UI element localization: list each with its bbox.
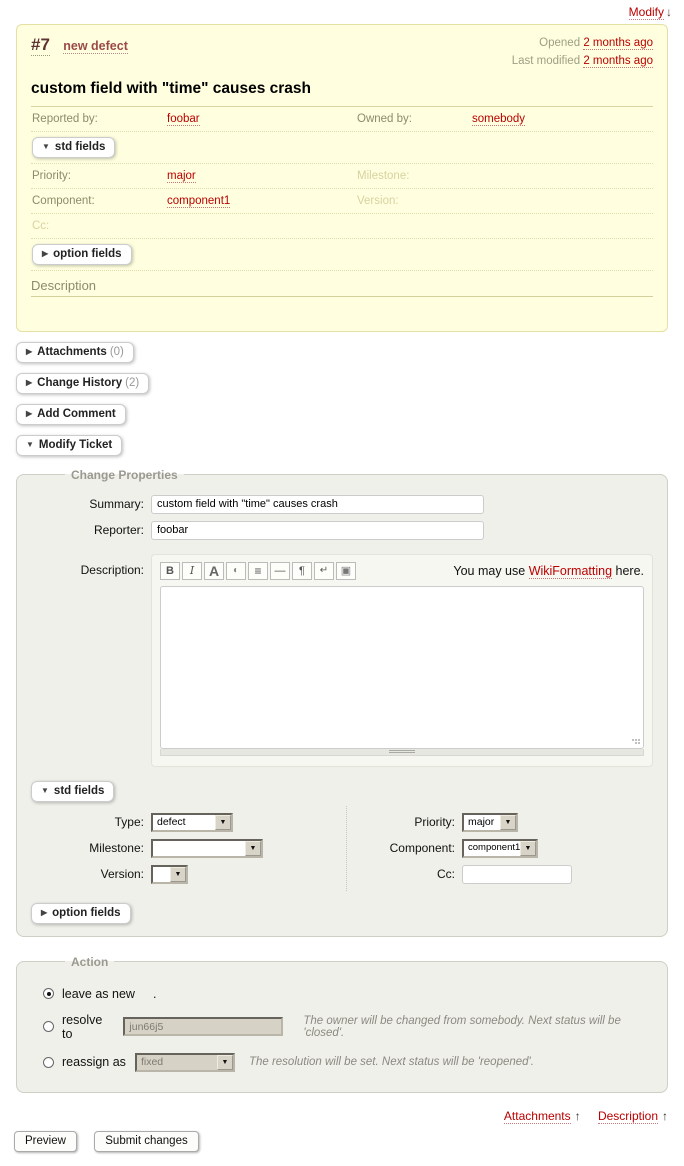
wiki-editor [151, 554, 653, 767]
change-history-count: (2) [125, 376, 140, 389]
description-body [31, 297, 653, 331]
blockquote-icon[interactable]: ≡ [248, 562, 268, 580]
change-properties-panel [16, 468, 668, 937]
description-textarea[interactable] [160, 586, 644, 749]
option-fields-toggle[interactable]: ▶ option fields [32, 244, 132, 265]
owned-by-label: Owned by: [357, 112, 412, 125]
preview-button[interactable]: Preview [14, 1131, 77, 1152]
link-globe-icon[interactable]: ◐ [226, 562, 246, 580]
chevron-right-icon: ▶ [42, 248, 49, 258]
top-nav [0, 0, 684, 21]
milestone-select[interactable] [151, 839, 263, 858]
leave-as-new-label[interactable]: leave as new [62, 986, 135, 1001]
last-modified-label: Last modified [511, 54, 581, 67]
down-arrow-icon: ↓ [666, 5, 672, 19]
version-label: Version: [100, 867, 144, 882]
select-arrow-icon: ▼ [520, 841, 536, 856]
table-row [31, 239, 653, 271]
bold-icon[interactable]: B [160, 562, 180, 580]
attachments-count: (0) [109, 345, 124, 358]
ticket-header [31, 35, 653, 71]
ticket-type-link[interactable]: new defect [63, 39, 128, 53]
table-row [31, 107, 653, 132]
cc-input[interactable] [462, 865, 572, 884]
description-label: Description: [80, 562, 144, 577]
leave-suffix: . [152, 986, 157, 1001]
resize-grip-icon[interactable] [631, 738, 640, 745]
chevron-right-icon: ▶ [41, 907, 48, 917]
section-row [16, 373, 684, 394]
action-leave-row [43, 987, 653, 1001]
reassign-label[interactable]: reassign as [62, 1055, 126, 1070]
change-history-toggle[interactable]: ▶ Change History (2) [16, 373, 149, 394]
section-row [16, 404, 684, 425]
reassign-hint: The resolution will be set. Next status will be 'reopened'. [248, 1056, 534, 1069]
reporter-input[interactable] [151, 521, 484, 540]
priority-label: Priority: [32, 169, 71, 182]
select-arrow-icon: ▼ [217, 1055, 233, 1070]
chevron-right-icon: ▶ [26, 408, 33, 418]
ticket-dates [512, 35, 653, 71]
italic-icon[interactable]: I [182, 562, 202, 580]
std-fields-toggle[interactable]: ▼ std fields [32, 137, 115, 158]
wiki-formatting-link[interactable]: WikiFormatting [528, 563, 613, 578]
footer-nav [16, 1109, 668, 1123]
section-row [16, 435, 684, 456]
select-arrow-icon: ▼ [215, 815, 231, 830]
modify-ticket-toggle[interactable]: ▼ Modify Ticket [16, 435, 122, 456]
heading-icon[interactable]: A [204, 562, 224, 580]
resolve-radio[interactable] [43, 1021, 54, 1032]
ticket-title: custom field with "time" causes crash [31, 79, 312, 97]
description-row [31, 547, 653, 767]
summary-label: Summary: [89, 497, 144, 512]
summary-row [31, 495, 653, 514]
priority-form-label: Priority: [414, 815, 455, 830]
horizontal-rule-icon[interactable]: — [270, 562, 290, 580]
editor-toolbar [160, 562, 358, 580]
component-link[interactable]: component1 [167, 194, 231, 207]
paragraph-icon[interactable]: ¶ [292, 562, 312, 580]
resolve-hint: The owner will be changed from somebody. Next status will be 'closed'. [303, 1014, 621, 1039]
table-row [31, 132, 653, 164]
priority-select[interactable]: major ▼ [462, 813, 518, 832]
textarea-resizer[interactable] [160, 749, 644, 756]
add-comment-toggle[interactable]: ▶ Add Comment [16, 404, 126, 425]
cc-form-label: Cc: [437, 867, 455, 882]
milestone-label: Milestone: [357, 169, 410, 182]
select-arrow-icon: ▼ [245, 841, 261, 856]
reporter-row [31, 521, 653, 540]
version-select[interactable] [151, 865, 188, 884]
std-fields-right-column [346, 806, 653, 891]
summary-input[interactable] [151, 495, 484, 514]
description-heading: Description [31, 278, 653, 297]
ticket-id-link[interactable]: #7 [31, 35, 50, 54]
description-anchor-link[interactable]: Description [597, 1108, 658, 1123]
resizer-handle-icon [389, 750, 415, 753]
change-properties-legend: Change Properties [71, 467, 178, 482]
leave-as-new-radio[interactable] [43, 988, 54, 999]
component-label: Component: [32, 194, 95, 207]
form-std-fields-row [31, 781, 653, 802]
action-reassign-row [43, 1053, 653, 1072]
reporter-label: Reporter: [93, 523, 144, 538]
section-row [16, 342, 684, 363]
line-break-icon[interactable]: ↵ [314, 562, 334, 580]
cc-label: Cc: [32, 219, 50, 232]
image-icon[interactable]: ▣ [336, 562, 356, 580]
ticket-id-group [31, 35, 128, 55]
milestone-label: Milestone: [89, 841, 144, 856]
opened-date-link[interactable]: 2 months ago [583, 37, 653, 49]
table-row [31, 164, 653, 189]
std-fields-grid [31, 806, 653, 891]
select-arrow-icon: ▼ [170, 867, 186, 882]
wiki-formatting-hint: You may use WikiFormatting here. [453, 563, 644, 578]
reporter-link[interactable]: foobar [167, 112, 200, 125]
attachments-anchor-link[interactable]: Attachments [503, 1108, 571, 1123]
ticket-box [16, 24, 668, 332]
type-label: Type: [114, 815, 144, 830]
submit-changes-button[interactable]: Submit changes [94, 1131, 198, 1152]
attachments-toggle[interactable]: ▶ Attachments (0) [16, 342, 134, 363]
resolve-owner-input[interactable] [123, 1017, 283, 1036]
reassign-resolution-select[interactable]: fixed ▼ [135, 1053, 235, 1072]
form-option-fields-row [31, 903, 653, 924]
last-modified-date-link[interactable]: 2 months ago [583, 54, 653, 67]
table-row [31, 189, 653, 214]
resolve-label[interactable]: resolve to [62, 1012, 103, 1041]
chevron-down-icon: ▼ [42, 141, 50, 151]
reported-by-label: Reported by: [32, 112, 98, 125]
chevron-down-icon: ▼ [41, 785, 49, 795]
type-select[interactable]: defect ▼ [151, 813, 233, 832]
chevron-right-icon: ▶ [26, 377, 33, 387]
owner-link[interactable]: somebody [472, 112, 526, 125]
select-arrow-icon: ▼ [500, 815, 516, 830]
chevron-down-icon: ▼ [26, 439, 34, 449]
std-fields-left-column [31, 806, 346, 891]
action-legend: Action [71, 954, 109, 969]
form-std-fields-toggle[interactable]: ▼ std fields [31, 781, 114, 802]
table-row [31, 214, 653, 239]
priority-link[interactable]: major [167, 169, 196, 182]
form-option-fields-toggle[interactable]: ▶ option fields [31, 903, 131, 924]
up-arrow-icon: ↑ [662, 1108, 668, 1123]
component-form-label: Component: [389, 841, 455, 856]
chevron-right-icon: ▶ [26, 346, 33, 356]
opened-label: Opened [539, 37, 581, 49]
modify-link[interactable]: Modify [628, 5, 664, 19]
up-arrow-icon: ↑ [574, 1108, 581, 1123]
footer-buttons [14, 1131, 670, 1152]
reassign-radio[interactable] [43, 1057, 54, 1068]
component-select[interactable]: component1 ▼ [462, 839, 538, 858]
version-label: Version: [357, 194, 399, 207]
ticket-properties-table [31, 106, 653, 271]
action-resolve-row [43, 1013, 653, 1041]
